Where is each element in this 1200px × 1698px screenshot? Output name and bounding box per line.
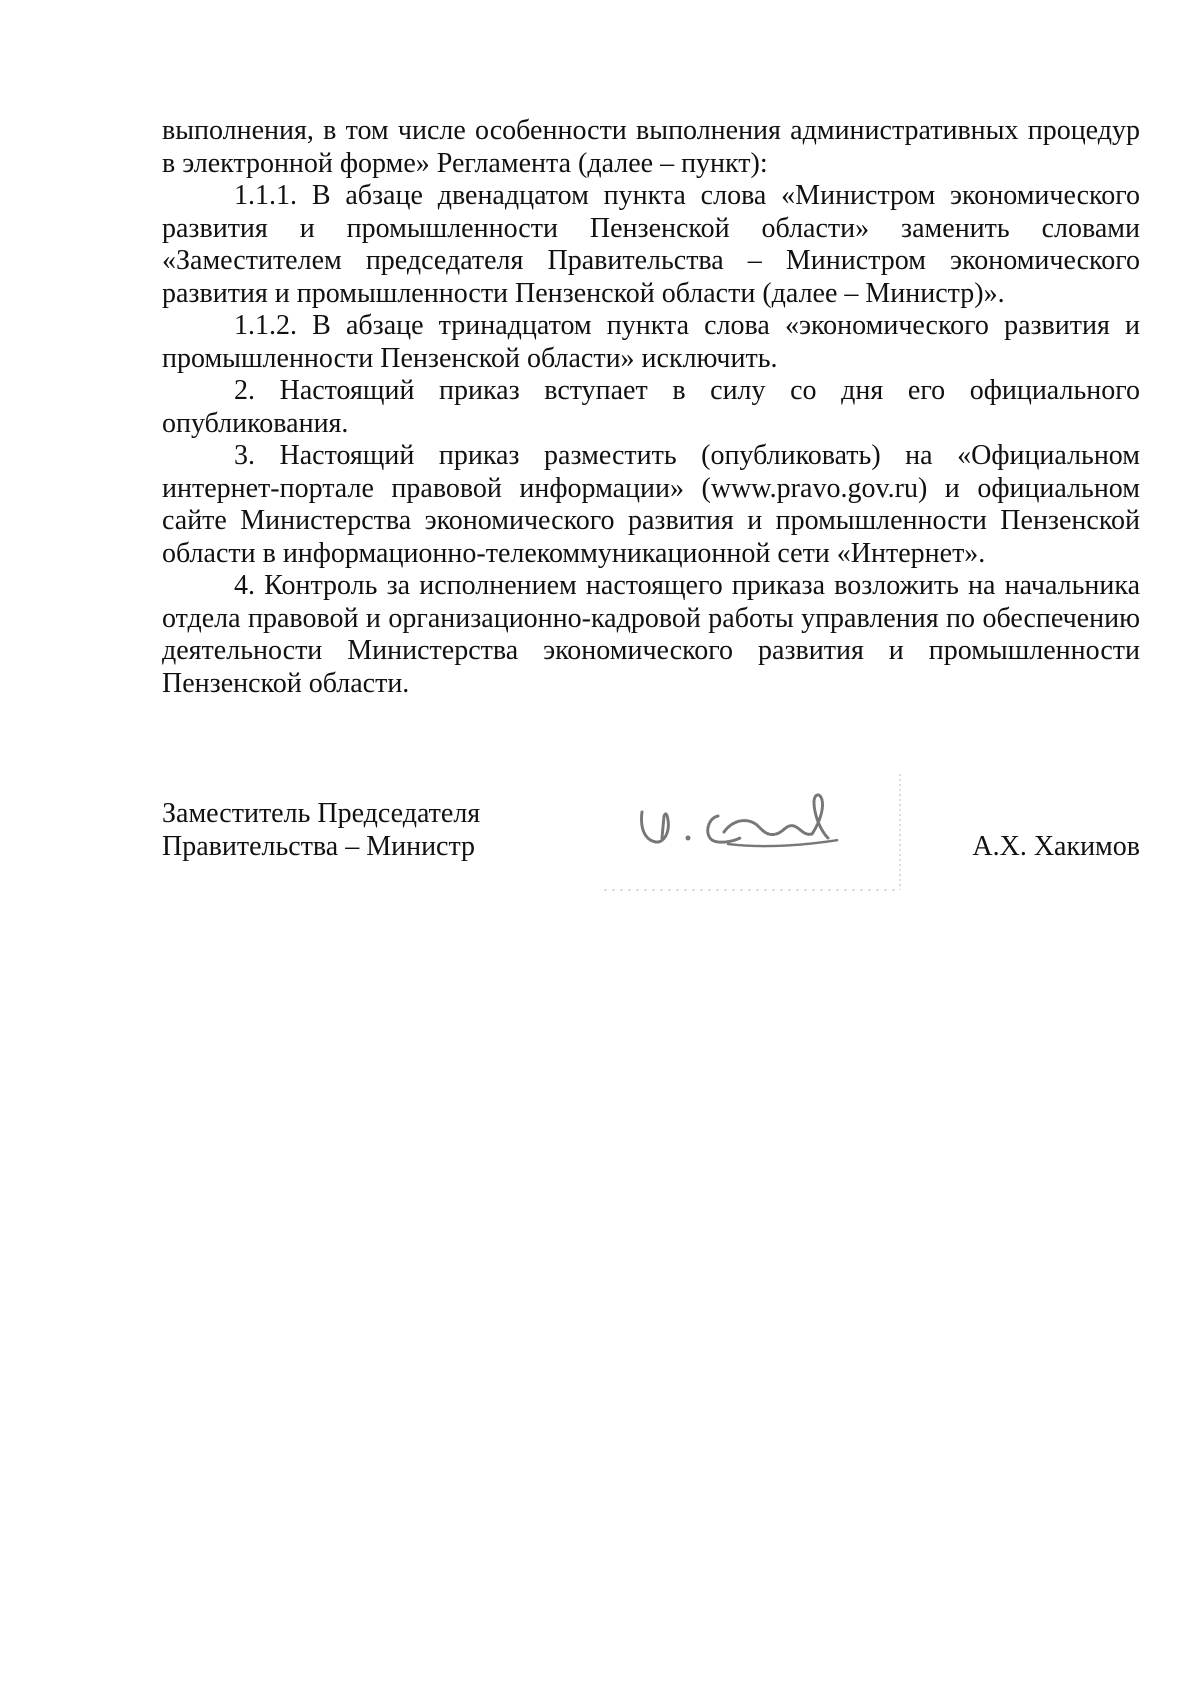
- paragraph-continuation: выполнения, в том числе особенности выполнения административных процедур в электронной форме» Регламента (далее – пункт):: [162, 115, 1140, 179]
- document-body: [162, 115, 1140, 700]
- signer-title: [162, 797, 480, 863]
- paragraph-4: 4. Контроль за исполнением настоящего приказа возложить на начальника отдела правовой и организационно-кадровой работы управления по обеспечению деятельности Министерства экономического развития и промышленности Пензенской области.: [162, 570, 1140, 699]
- signer-title-line-2: Правительства – Министр: [162, 831, 476, 862]
- handwritten-signature-icon: [600, 772, 910, 894]
- paragraph-2: 2. Настоящий приказ вступает в силу со дня его официального опубликования.: [162, 375, 1140, 439]
- signer-name: А.Х. Хакимов: [972, 831, 1140, 862]
- signer-title-line-1: Заместитель Председателя: [162, 798, 481, 829]
- paragraph-3: 3. Настоящий приказ разместить (опубликовать) на «Официальном интернет-портале правовой информации» (www.pravo.gov.ru) и официальном сайте Министерства экономического развития и промышленности Пензенской области в информационно-телекоммуникационной сети «Интернет».: [162, 440, 1140, 569]
- paragraph-1-1-2: 1.1.2. В абзаце тринадцатом пункта слова «экономического развития и промышленности Пензенской области» исключить.: [162, 310, 1140, 374]
- paragraph-1-1-1: 1.1.1. В абзаце двенадцатом пункта слова «Министром экономического развития и промышленности Пензенской области» заменить словами «Заместителем председателя Правительства – Министром экономического развития и промышленности Пензенской области (далее – Министр)».: [162, 180, 1140, 309]
